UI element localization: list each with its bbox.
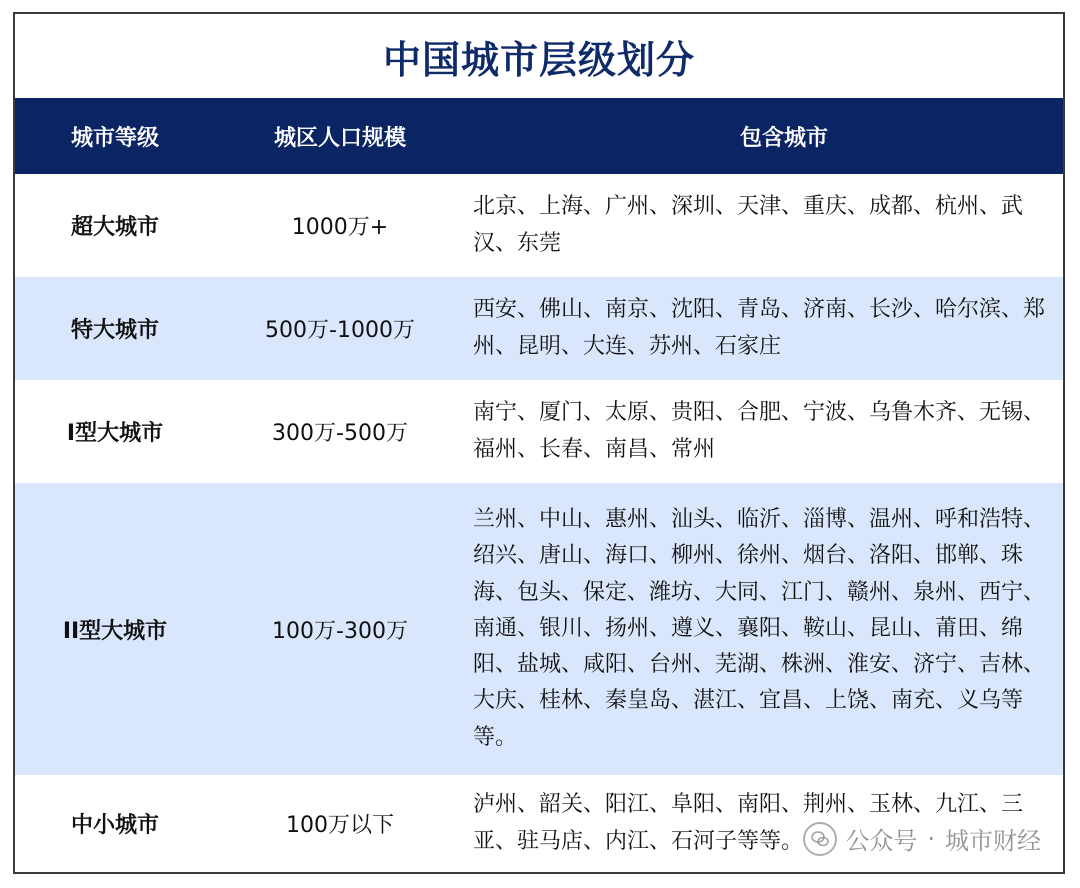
header-grade: 城市等级 — [70, 125, 159, 151]
row-cities: 西安、佛山、南京、沈阳、青岛、济南、长沙、哈尔滨、郑州、昆明、大连、苏州、石家庄 — [473, 297, 1046, 359]
row-cities-cell — [465, 174, 1063, 277]
watermark — [803, 821, 1041, 856]
table-row — [15, 380, 1063, 483]
row-population: 100万-300万 — [272, 618, 408, 644]
table-frame — [13, 12, 1065, 874]
row-cities-cell — [465, 380, 1063, 483]
row-grade: 特大城市 — [70, 318, 159, 343]
watermark-separator: · — [927, 824, 935, 853]
watermark-source: 公众号 — [845, 827, 918, 855]
row-cities: 泸州、韶关、阳江、阜阳、南阳、荆州、玉林、九江、三亚、驻马店、内江、石河子等等。 — [473, 792, 1024, 854]
row-grade: I型大城市 — [66, 421, 164, 446]
row-cities-cell — [465, 277, 1063, 380]
row-population: 100万以下 — [286, 813, 394, 838]
wechat-icon — [803, 822, 837, 856]
row-grade: 中小城市 — [70, 813, 159, 838]
header-cities: 包含城市 — [739, 125, 828, 151]
row-cities-cell — [465, 483, 1063, 775]
row-population: 500万-1000万 — [265, 318, 415, 343]
page-title: 中国城市层级划分 — [382, 37, 695, 82]
table-row — [15, 277, 1063, 380]
row-cities: 北京、上海、广州、深圳、天津、重庆、成都、杭州、武汉、东莞 — [473, 194, 1024, 256]
row-grade: 超大城市 — [70, 215, 159, 240]
watermark-name: 城市财经 — [945, 827, 1041, 855]
row-cities: 南宁、厦门、太原、贵阳、合肥、宁波、乌鲁木齐、无锡、福州、长春、南昌、常州 — [473, 400, 1046, 462]
table-row — [15, 174, 1063, 277]
header-population: 城区人口规模 — [273, 125, 406, 151]
table-row — [15, 483, 1063, 775]
row-population: 1000万+ — [291, 215, 389, 240]
row-population: 300万-500万 — [272, 421, 408, 446]
row-cities: 兰州、中山、惠州、汕头、临沂、淄博、温州、呼和浩特、绍兴、唐山、海口、柳州、徐州、烟台、洛阳、邯郸、珠海、包头、保定、潍坊、大同、江门、赣州、泉州、西宁、南通、银川、扬州、遵义、襄阳、鞍山、昆山、莆田、绵阳、盐城、咸阳、台州、芜湖、株洲、淮安、济宁、吉林、大庆、桂林、秦皇岛、湛江、宜昌、上饶、南充、义乌等等。 — [473, 506, 1046, 750]
table-header — [15, 98, 1063, 174]
row-grade: II型大城市 — [62, 618, 168, 644]
